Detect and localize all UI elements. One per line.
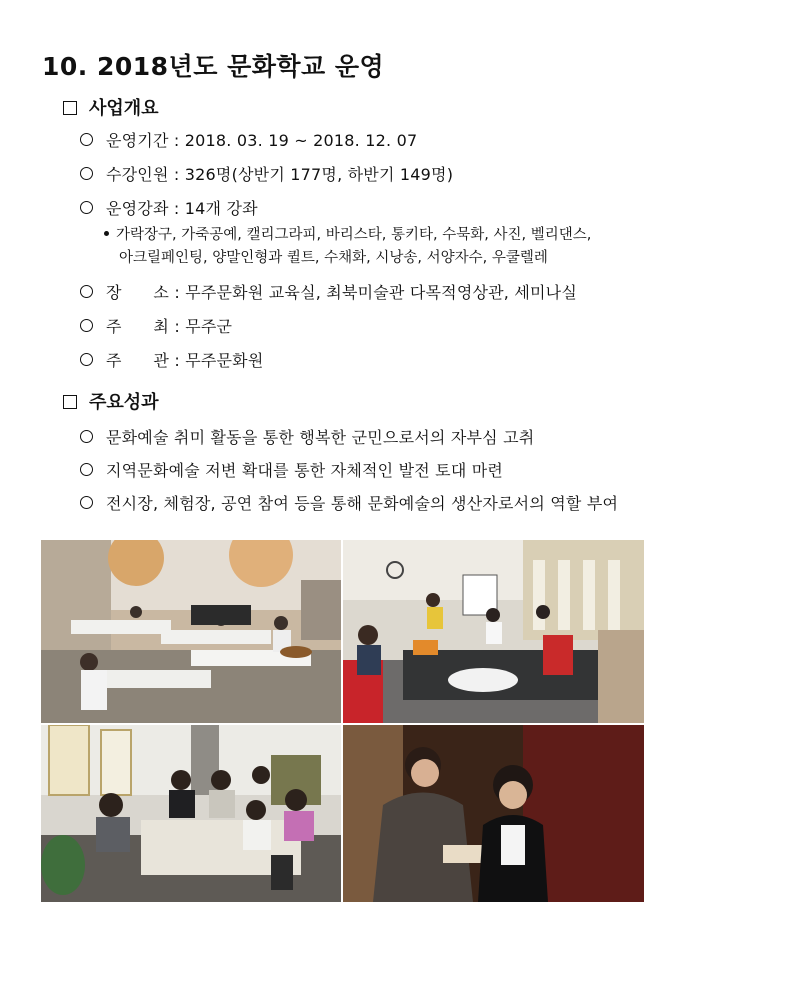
circle-bullet-icon bbox=[80, 496, 93, 509]
section-overview-label: 사업개요 bbox=[89, 98, 159, 119]
overview-enrollment-text: 수강인원 : 326명(상반기 177명, 하반기 149명) bbox=[106, 165, 454, 184]
result-item-2 bbox=[80, 458, 503, 481]
result-item-text-2: 지역문화예술 저변 확대를 통한 자체적인 발전 토대 마련 bbox=[106, 461, 504, 480]
page-title: 10. 2018년도 문화학교 운영 bbox=[42, 52, 385, 81]
circle-bullet-icon bbox=[80, 201, 93, 214]
section-overview-heading bbox=[63, 94, 159, 120]
result-item-3 bbox=[80, 491, 618, 514]
course-list-text-1: 가락장구, 가죽공예, 캘리그라피, 바리스타, 통키타, 수묵화, 사진, 벨리댄스, bbox=[116, 227, 592, 243]
overview-courses bbox=[80, 196, 258, 219]
circle-bullet-icon bbox=[80, 167, 93, 180]
circle-bullet-icon bbox=[80, 285, 93, 298]
result-item-text-1: 문화예술 취미 활동을 통한 행복한 군민으로서의 자부심 고취 bbox=[106, 428, 535, 447]
overview-host bbox=[80, 314, 232, 337]
circle-bullet-icon bbox=[80, 353, 93, 366]
result-item-text-3: 전시장, 체험장, 공연 참여 등을 통해 문화예술의 생산자로서의 역할 부여 bbox=[106, 494, 619, 513]
bullet-dot-icon bbox=[104, 231, 109, 236]
painting-class-photo bbox=[41, 725, 341, 902]
checkbox-square-icon bbox=[63, 395, 77, 409]
overview-host-text: 주 최 : 무주군 bbox=[106, 317, 233, 336]
overview-courses-text: 운영강좌 : 14개 강좌 bbox=[106, 199, 258, 218]
overview-venue bbox=[80, 280, 577, 303]
overview-venue-text: 장 소 : 무주문화원 교육실, 최북미술관 다목적영상관, 세미나실 bbox=[106, 283, 577, 302]
overview-period-text: 운영기간 : 2018. 03. 19 ~ 2018. 12. 07 bbox=[106, 131, 418, 150]
circle-bullet-icon bbox=[80, 319, 93, 332]
overview-period bbox=[80, 128, 417, 151]
circle-bullet-icon bbox=[80, 430, 93, 443]
circle-bullet-icon bbox=[80, 463, 93, 476]
craft-class-photo bbox=[343, 540, 644, 723]
result-item-1 bbox=[80, 425, 534, 448]
section-results-heading bbox=[63, 388, 159, 414]
overview-organizer-text: 주 관 : 무주문화원 bbox=[106, 351, 264, 370]
guitar-class-photo bbox=[41, 540, 341, 723]
course-list-line-2: 아크릴페인팅, 양말인형과 퀼트, 수채화, 시낭송, 서양자수, 우쿨렐레 bbox=[119, 250, 548, 266]
overview-organizer bbox=[80, 348, 263, 371]
award-ceremony-photo bbox=[343, 725, 644, 902]
overview-enrollment bbox=[80, 162, 453, 185]
circle-bullet-icon bbox=[80, 133, 93, 146]
checkbox-square-icon bbox=[63, 101, 77, 115]
section-results-label: 주요성과 bbox=[89, 392, 159, 413]
course-list-line-1 bbox=[104, 223, 591, 244]
